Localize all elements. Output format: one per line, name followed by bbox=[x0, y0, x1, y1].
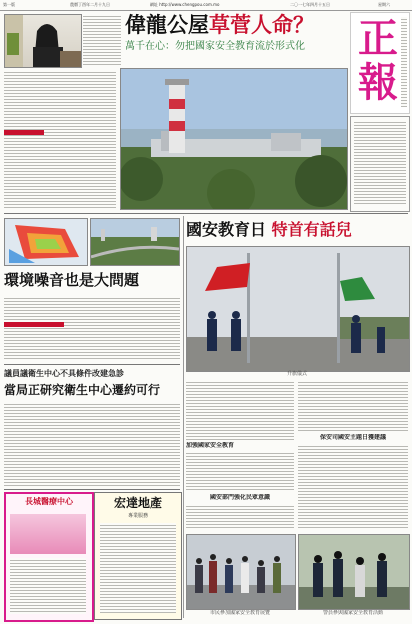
page-header bbox=[0, 0, 412, 11]
lead-headline-part2: 草菅人命？ bbox=[209, 13, 314, 37]
lead-body-text-1 bbox=[4, 70, 116, 210]
estate-scene bbox=[121, 69, 347, 209]
flag-photo-caption: 升旗儀式 bbox=[286, 371, 307, 377]
health-body-text bbox=[4, 402, 180, 486]
security-body-text-5 bbox=[186, 504, 294, 530]
realestate-ad-text bbox=[100, 523, 176, 613]
lead-section-tag bbox=[4, 130, 44, 135]
security-subhead-1: 加強國家安全教育 bbox=[186, 442, 235, 449]
environment-body-text bbox=[4, 296, 180, 360]
health-headline: 當局正研究衛生中心遷約可行 bbox=[4, 383, 161, 397]
flag-ceremony-scene bbox=[187, 247, 409, 371]
realestate-ad-sub: 專業服務 bbox=[127, 513, 148, 519]
security-body-text-3 bbox=[298, 380, 408, 432]
crowd-scene bbox=[187, 535, 295, 609]
clinic-ad-text bbox=[10, 558, 86, 614]
masthead-char-zheng: 正 bbox=[358, 15, 398, 62]
reporter-portrait bbox=[4, 14, 82, 68]
realestate-ad-title: 宏達地產 bbox=[113, 496, 162, 510]
exhibition-photo-caption: 市民參加國家安全教育展覽 bbox=[209, 610, 270, 616]
lead-photo-housing-estate bbox=[120, 68, 348, 210]
section-label: 第一版 bbox=[3, 2, 15, 7]
lead-headline-part1: 偉龍公屋 bbox=[125, 13, 209, 37]
realestate-advertisement[interactable] bbox=[94, 492, 182, 620]
masthead-char-bao: 報 bbox=[358, 59, 398, 106]
lead-headline bbox=[125, 12, 345, 38]
section-divider-3 bbox=[4, 489, 180, 490]
clinic-advertisement[interactable] bbox=[4, 492, 94, 622]
environment-headline: 環境噪音也是大問題 bbox=[4, 271, 140, 289]
noise-map-graphic bbox=[5, 219, 87, 265]
masthead bbox=[350, 12, 410, 114]
clinic-ad-photo bbox=[10, 514, 86, 554]
highway-scene bbox=[91, 219, 179, 265]
publisher-info-text bbox=[354, 120, 406, 206]
security-body-text-1 bbox=[186, 380, 294, 440]
highway-aerial-photo bbox=[90, 218, 180, 266]
security-headline bbox=[186, 218, 408, 242]
environment-section-tag bbox=[4, 322, 64, 327]
column-divider bbox=[183, 216, 184, 618]
flag-raising-photo bbox=[186, 246, 410, 372]
noise-map-photo bbox=[4, 218, 88, 266]
section-divider-1 bbox=[4, 213, 408, 214]
publication-date: 二〇一七年四月十五日 bbox=[290, 2, 330, 7]
portrait-figure bbox=[5, 15, 81, 67]
security-body-text-2 bbox=[186, 451, 294, 491]
publisher-info-box bbox=[350, 116, 410, 212]
security-headline-part2: 特首有話兒 bbox=[271, 220, 352, 239]
police-activity-photo bbox=[298, 534, 410, 610]
clinic-ad-title: 長城醫療中心 bbox=[25, 497, 73, 506]
health-kicker: 議員議衛生中心不具條件改建急診 bbox=[4, 369, 124, 378]
masthead-side-text bbox=[401, 17, 407, 107]
lead-subheadline: 萬千在心：勿把國家安全教育流於形式化 bbox=[125, 41, 305, 52]
website-link[interactable]: 網址 http://www.chengpou.com.mo bbox=[150, 2, 220, 7]
section-divider-2 bbox=[4, 364, 180, 365]
lunar-date: 農曆丁酉年二月十九日 bbox=[70, 2, 110, 7]
police-photo-caption: 警員參與國家安全教育活動 bbox=[322, 610, 383, 616]
security-headline-part1: 國安教育日 bbox=[186, 220, 267, 239]
lead-intro-text bbox=[83, 14, 121, 66]
police-scene bbox=[299, 535, 409, 609]
exhibition-crowd-photo bbox=[186, 534, 296, 610]
security-subhead-2: 保安司國安主題日獲建議 bbox=[319, 434, 386, 441]
weekday: 星期六 bbox=[378, 2, 390, 7]
security-body-text-4 bbox=[298, 444, 408, 528]
security-subhead-3: 國安部門強化民眾意識 bbox=[209, 494, 270, 501]
